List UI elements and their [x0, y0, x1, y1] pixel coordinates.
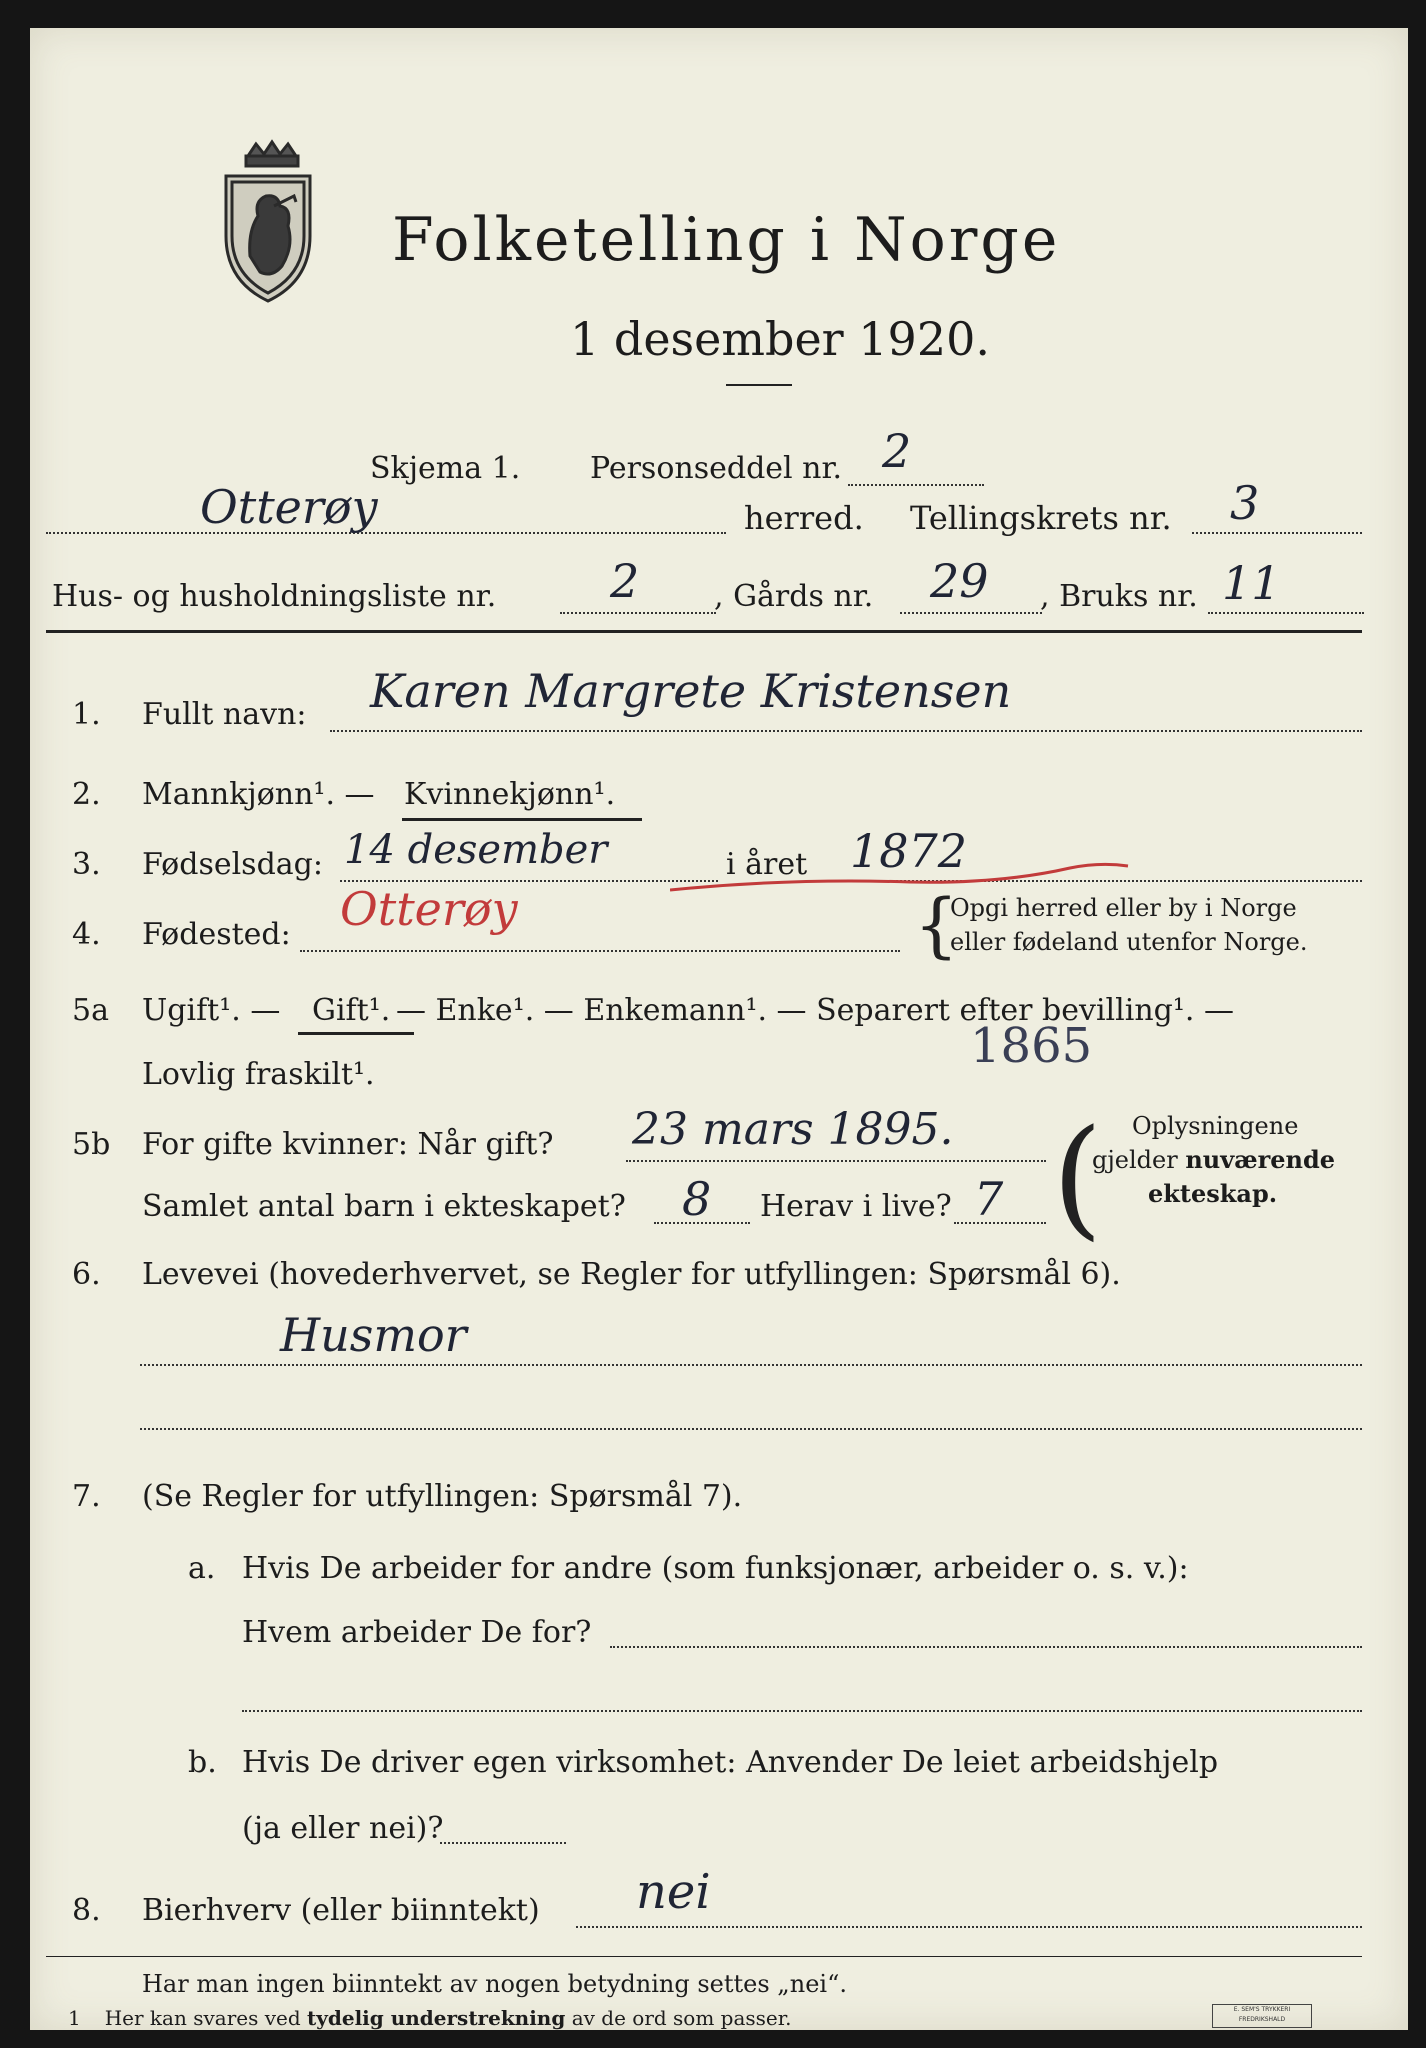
bruks-value[interactable]: 11 [1222, 556, 1281, 610]
q4-note-line2: eller fødeland utenfor Norge. [950, 928, 1308, 956]
herred-label: herred. [744, 499, 864, 537]
q2-mann: Mannkjønn¹. — [142, 777, 375, 812]
liste-line [560, 612, 716, 614]
q3-label: Fødselsdag: [142, 847, 323, 882]
tellingskrets-value[interactable]: 3 [1230, 476, 1260, 530]
q5b-note-line2b: nuværende [1185, 1145, 1336, 1174]
q5b-brace: ( [1052, 1101, 1103, 1253]
footnote-text-c: av de ord som passer. [565, 2006, 792, 2030]
bruks-label: , Bruks nr. [1040, 579, 1198, 614]
footnote [68, 2008, 791, 2028]
personseddel-label: Personseddel nr. [590, 451, 843, 486]
q5a-line2: Lovlig fraskilt¹. [142, 1057, 375, 1092]
q7a-line1: Hvis De arbeider for andre (som funksjonær, arbeider o. s. v.): [242, 1551, 1189, 1586]
printer-line1: E. SEM'S TRYKKERI [1233, 2006, 1291, 2013]
q5b-note-line1: Oplysningene [1132, 1112, 1299, 1140]
census-form [30, 28, 1408, 2030]
q7b-line1: Hvis De driver egen virksomhet: Anvender De leiet arbeidshjelp [242, 1745, 1219, 1780]
personseddel-line [848, 484, 984, 486]
printer-stamp [1212, 2004, 1312, 2028]
q7a-answer-line[interactable] [610, 1646, 1362, 1648]
q5b-label: For gifte kvinner: Når gift? [142, 1127, 554, 1162]
header-divider [46, 630, 1362, 633]
q7b-number: b. [188, 1745, 217, 1780]
tellingskrets-label: Tellingskrets nr. [910, 499, 1172, 537]
q5a-gift-underline [298, 1032, 414, 1035]
full-name-value[interactable]: Karen Margrete Kristensen [370, 664, 1012, 718]
birth-year-value[interactable]: 1872 [850, 824, 968, 878]
footer-note: Har man ingen biinntekt av nogen betydning settes „nei“. [142, 1970, 847, 1998]
side-income-value[interactable]: nei [636, 1864, 711, 1920]
herred-line [46, 532, 726, 534]
q7-number: 7. [72, 1479, 101, 1514]
q8-label: Bierhverv (eller biinntekt) [142, 1893, 540, 1928]
q7b-answer-line[interactable] [440, 1842, 566, 1844]
q7b-line2: (ja eller nei)? [242, 1811, 444, 1846]
q5a-rest: — Enke¹. — Enkemann¹. — Separert efter bevilling¹. — [396, 993, 1234, 1028]
census-date: 1 desember 1920. [570, 312, 990, 366]
q4-note-line1: Opgi herred eller by i Norge [950, 894, 1297, 922]
occupation-value[interactable]: Husmor [280, 1308, 467, 1362]
q5a-annotation: 1865 [970, 1018, 1093, 1074]
q6-line1 [140, 1364, 1362, 1366]
children-value[interactable]: 8 [682, 1172, 712, 1226]
q4-line [300, 950, 900, 952]
q5b-note-line2 [1092, 1145, 1336, 1174]
footnote-text-a: Her kan svares ved [104, 2006, 308, 2030]
gards-line [900, 612, 1042, 614]
q5b-number: 5b [72, 1127, 111, 1162]
footnote-number: 1 [68, 2006, 81, 2030]
bruks-line [1208, 612, 1364, 614]
form-title: Folketelling i Norge [392, 205, 1061, 275]
alive-value[interactable]: 7 [974, 1172, 1004, 1226]
q6-number: 6. [72, 1257, 101, 1292]
schema-label: Skjema 1. [370, 451, 521, 486]
q8-line [576, 1926, 1362, 1928]
q5a-ugift: Ugift¹. — [142, 993, 281, 1028]
q4-number: 4. [72, 917, 101, 952]
q5b-note-line2a: gjelder [1092, 1146, 1186, 1174]
gards-label: , Gårds nr. [714, 579, 874, 614]
q5b-note-line3: ekteskap. [1148, 1179, 1278, 1208]
gards-value[interactable]: 29 [930, 554, 989, 608]
q3-number: 3. [72, 847, 101, 882]
q7a-line2: Hvem arbeider De for? [242, 1615, 592, 1650]
q6-line2 [140, 1428, 1362, 1430]
q8-number: 8. [72, 1893, 101, 1928]
q5a-gift[interactable]: Gift¹. [312, 993, 391, 1028]
q5b-alive-label: Herav i live? [760, 1189, 952, 1224]
q5b-married-line [626, 1160, 1046, 1162]
footnote-text-b: tydelig understrekning [307, 2006, 566, 2030]
footer-divider [46, 1956, 1362, 1957]
tellingskrets-line [1192, 532, 1362, 534]
q4-label: Fødested: [142, 917, 291, 952]
q7-label: (Se Regler for utfyllingen: Spørsmål 7). [142, 1479, 743, 1514]
q1-line [330, 730, 1362, 732]
q7a-answer-line2[interactable] [242, 1710, 1362, 1712]
personseddel-value[interactable]: 2 [882, 424, 912, 478]
q7a-number: a. [188, 1551, 216, 1586]
q2-number: 2. [72, 777, 101, 812]
printer-line2: FREDRIKSHALD [1238, 2016, 1286, 2023]
q6-label: Levevei (hovederhvervet, se Regler for utfyllingen: Spørsmål 6). [142, 1257, 1121, 1292]
q5a-number: 5a [72, 993, 109, 1028]
q1-label: Fullt navn: [142, 697, 307, 732]
title-divider [726, 384, 792, 386]
liste-label: Hus- og husholdningsliste nr. [52, 579, 497, 614]
norwegian-coat-of-arms-icon [208, 136, 328, 306]
q2-kvinne[interactable]: Kvinnekjønn¹. [404, 777, 616, 812]
married-date-value[interactable]: 23 mars 1895. [632, 1104, 954, 1155]
q2-kvinne-underline [402, 818, 642, 821]
q3-year-label: i året [726, 847, 808, 882]
q5b-children-label: Samlet antal barn i ekteskapet? [142, 1189, 626, 1224]
birthplace-value[interactable]: Otterøy [340, 882, 518, 936]
birth-day-value[interactable]: 14 desember [344, 827, 608, 873]
herred-value[interactable]: Otterøy [200, 480, 378, 534]
liste-value[interactable]: 2 [610, 554, 640, 608]
q4-brace: { [914, 884, 959, 966]
q1-number: 1. [72, 697, 101, 732]
